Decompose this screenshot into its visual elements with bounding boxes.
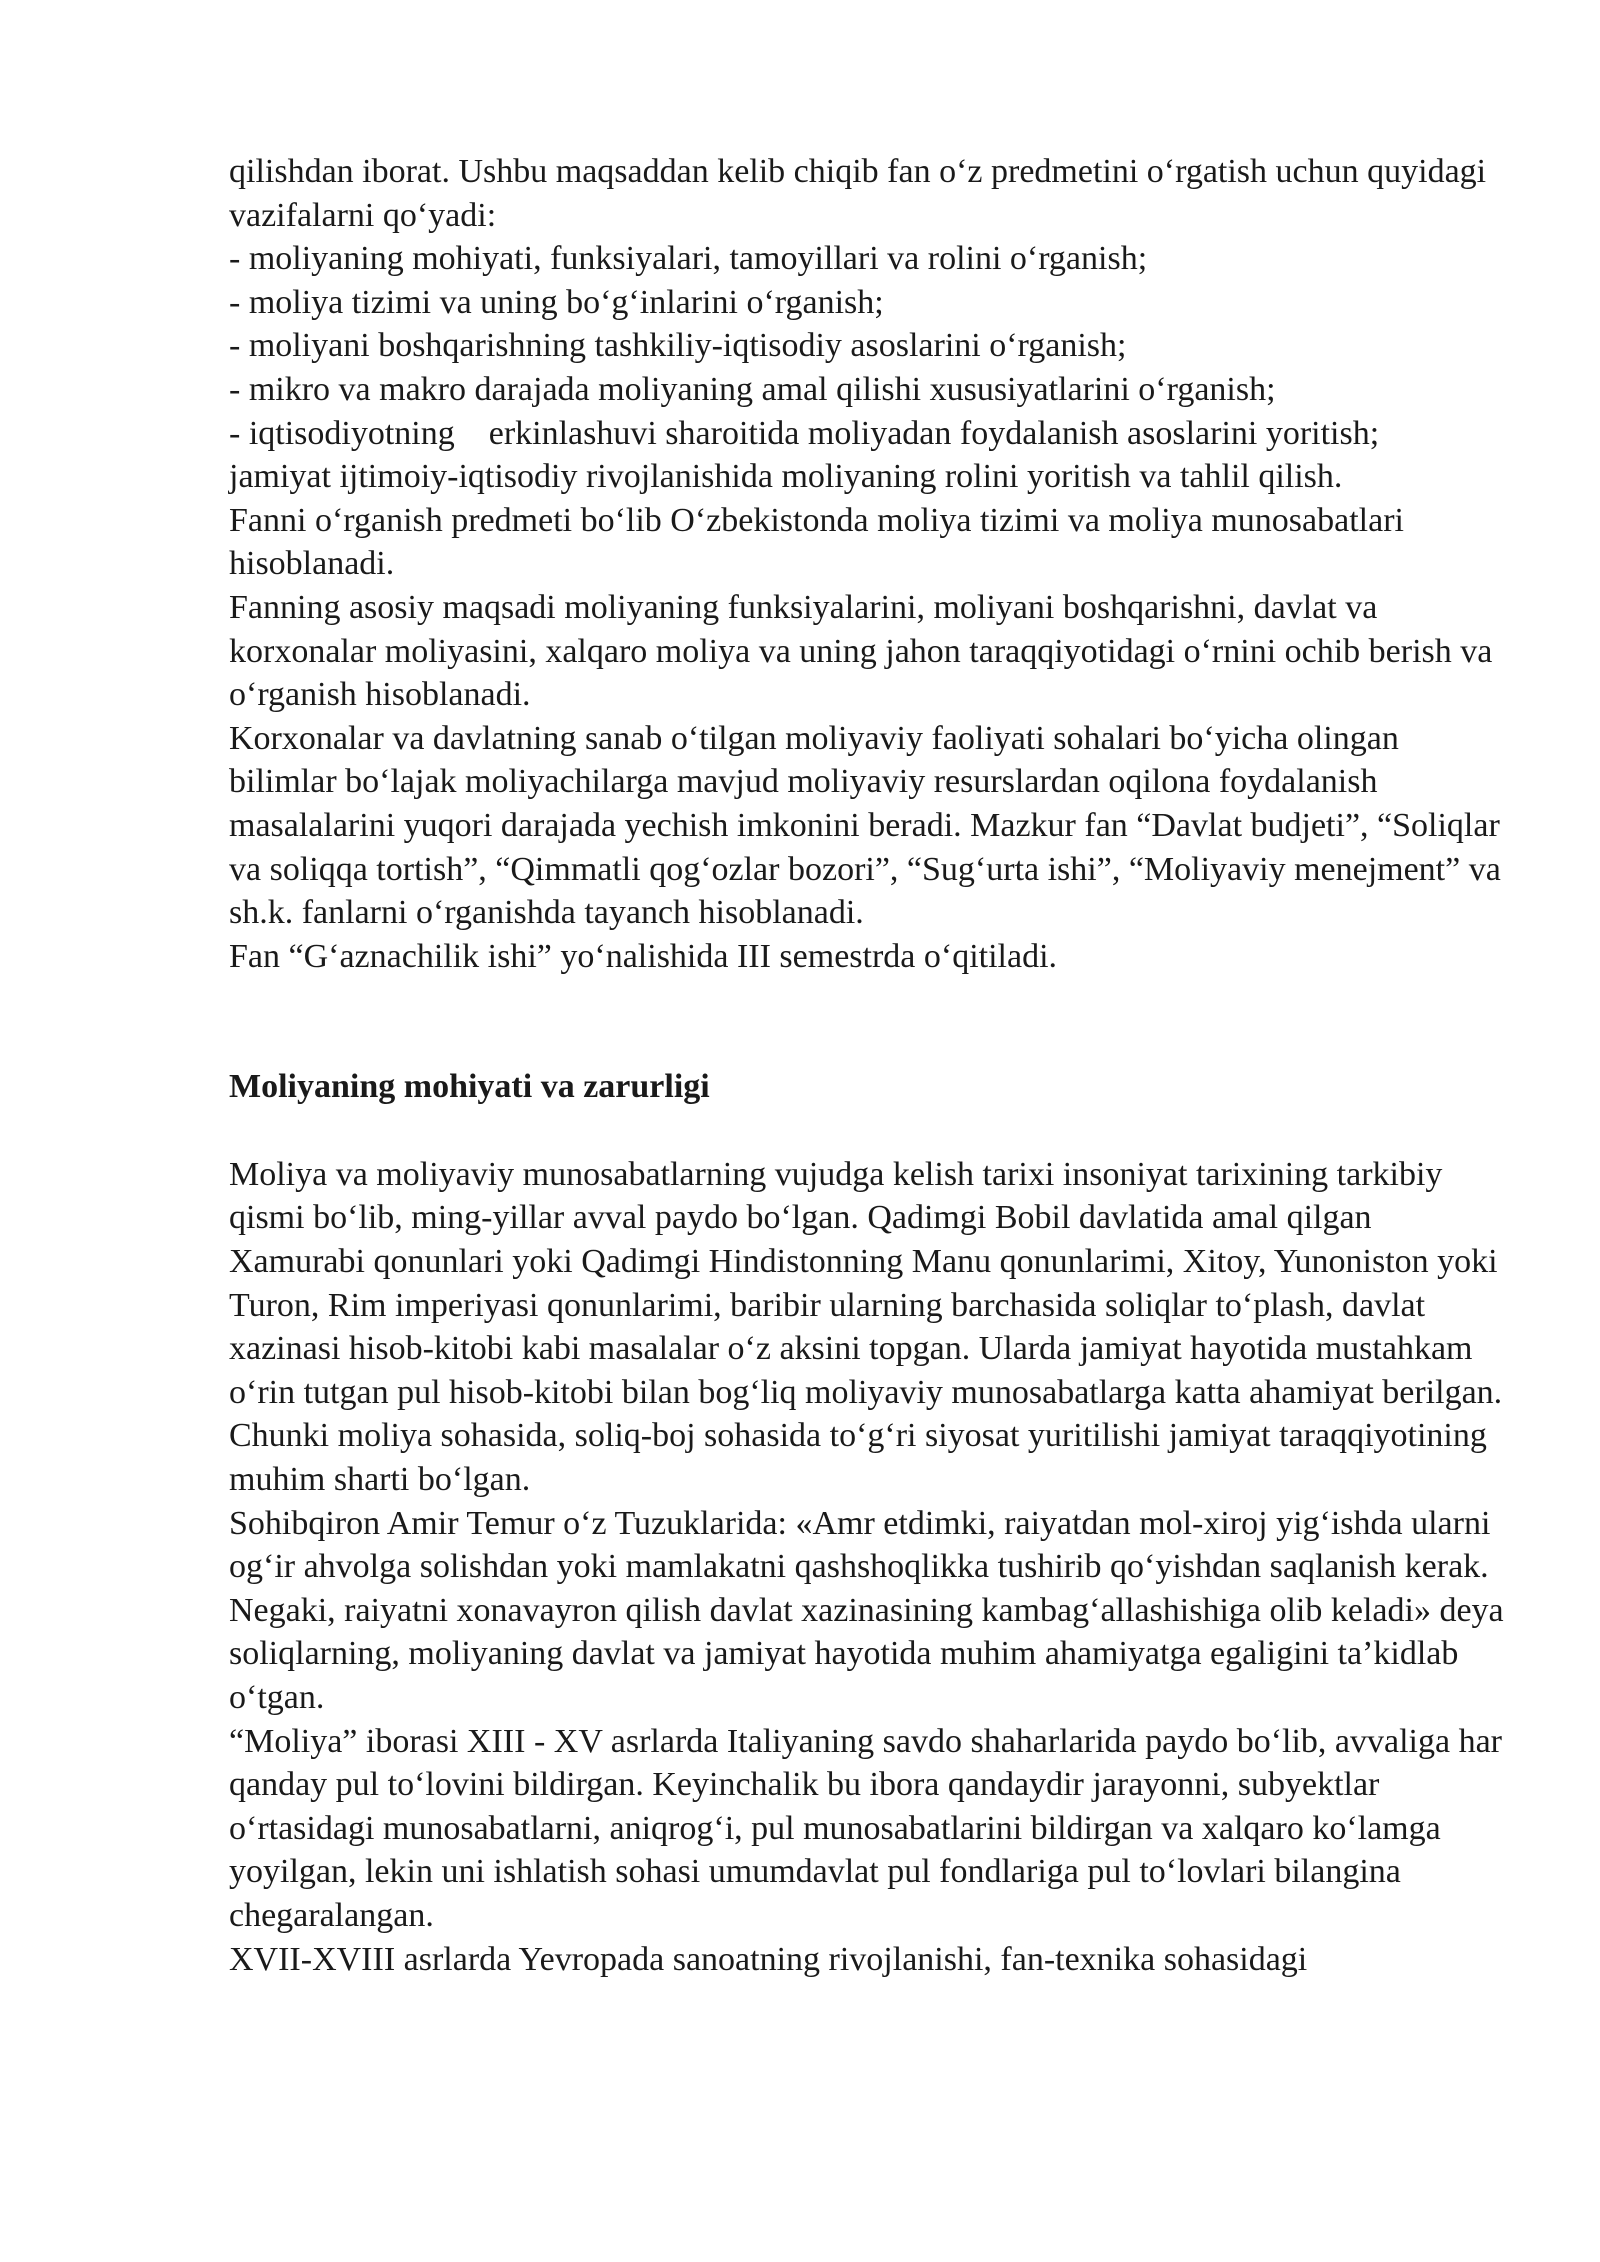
task-item: - iqtisodiyotning erkinlashuvi sharoitida moliyadan foydalanish asoslarini yoritish; — [229, 414, 1380, 452]
paragraph-temur: Sohibqiron Amir Temur o‘z Tuzuklarida: «Amr etdimki, raiyatdan mol-xiroj yig‘ishda ularni og‘ir ahvolga solishdan yoki mamlakatni qashshoqlikka tushirib qo‘yishdan saqlanish kerak. Negaki, raiyatni xonavayron qilish davlat xazinasining kambag‘allashishiga olib keladi» deya soliqlarning, moliyaning davlat va jamiyat hayotida muhim ahamiyatga egaligini ta’kidlab o‘tgan. — [229, 1504, 1504, 1716]
document-body — [229, 150, 1509, 1981]
task-item: - moliyaning mohiyati, funksiyalari, tamoyillari va rolini o‘rganish; — [229, 240, 1148, 278]
paragraph-fan: Fan “G‘aznachilik ishi” yo‘nalishida III semestrda o‘qitiladi. — [229, 937, 1058, 975]
intro-paragraph: qilishdan iborat. Ushbu maqsaddan kelib chiqib fan o‘z predmetini o‘rgatish uchun quyidagi vazifalarni qo‘yadi: — [229, 153, 1487, 234]
section-heading: Moliyaning mohiyati va zarurligi — [229, 1068, 710, 1106]
paragraph-jamiyat: jamiyat ijtimoiy-iqtisodiy rivojlanishida moliyaning rolini yoritish va tahlil qilish. — [229, 458, 1343, 496]
paragraph-tarix: Moliya va moliyaviy munosabatlarning vujudga kelish tarixi insoniyat tarixining tarkibiy qismi bo‘lib, ming-yillar avval paydo bo‘lgan. Qadimgi Bobil davlatida amal qilgan Xamurabi qonunlari yoki Qadimgi Hindistonning Manu qonunlarimi, Xitoy, Yunoniston yoki Turon, Rim imperiyasi qonunlarimi, baribir ularning barchasida soliqlar to‘plash, davlat xazinasi hisob-kitobi kabi masalalar o‘z aksini topgan. Ularda jamiyat hayotida mustahkam o‘rin tutgan pul hisob-kitobi bilan bog‘liq moliyaviy munosabatlarga katta ahamiyat berilgan. Chunki moliya sohasida, soliq-boj sohasida to‘g‘ri siyosat yuritilishi jamiyat taraqqiyotining muhim sharti bo‘lgan. — [229, 1155, 1503, 1499]
paragraph-iborasi: “Moliya” iborasi XIII - XV asrlarda Italiyaning savdo shaharlarida paydo bo‘lib, avvaliga har qanday pul to‘lovini bildirgan. Keyinchalik bu ibora qandaydir jarayonni, subyektlar o‘rtasidagi munosabatlarni, aniqrog‘i, pul munosabatlarini bildirgan va xalqaro ko‘lamga yoyilgan, lekin uni ishlatish sohasi umumdavlat pul fondlariga pul to‘lovlari bilangina chegaralangan. — [229, 1722, 1502, 1934]
paragraph-korxonalar: Korxonalar va davlatning sanab o‘tilgan moliyaviy faoliyati sohalari bo‘yicha olingan bilimlar bo‘lajak moliyachilarga mavjud moliyaviy resurslardan oqilona foydalanish masalalarini yuqori darajada yechish imkonini beradi. Mazkur fan “Davlat budjeti”, “Soliqlar va soliqqa tortish”, “Qimmatli qog‘ozlar bozori”, “Sug‘urta ishi”, “Moliyaviy menejment” va sh.k. fanlarni o‘rganishda tayanch hisoblanadi. — [229, 719, 1501, 932]
task-item: - mikro va makro darajada moliyaning amal qilishi xususiyatlarini o‘rganish; — [229, 370, 1276, 408]
paragraph-maqsad: Fanning asosiy maqsadi moliyaning funksiyalarini, moliyani boshqarishni, davlat va korxonalar moliyasini, xalqaro moliya va uning jahon taraqqiyotidagi o‘rnini ochib berish va o‘rganish hisoblanadi. — [229, 588, 1493, 714]
task-item: - moliya tizimi va uning bo‘g‘inlarini o‘rganish; — [229, 283, 884, 321]
paragraph-xvii: XVII-XVIII asrlarda Yevropada sanoatning rivojlanishi, fan-texnika sohasidagi — [229, 1940, 1308, 1978]
paragraph-predmet: Fanni o‘rganish predmeti bo‘lib O‘zbekistonda moliya tizimi va moliya munosabatlari hisoblanadi. — [229, 501, 1404, 583]
task-item: - moliyani boshqarishning tashkiliy-iqtisodiy asoslarini o‘rganish; — [229, 327, 1127, 365]
